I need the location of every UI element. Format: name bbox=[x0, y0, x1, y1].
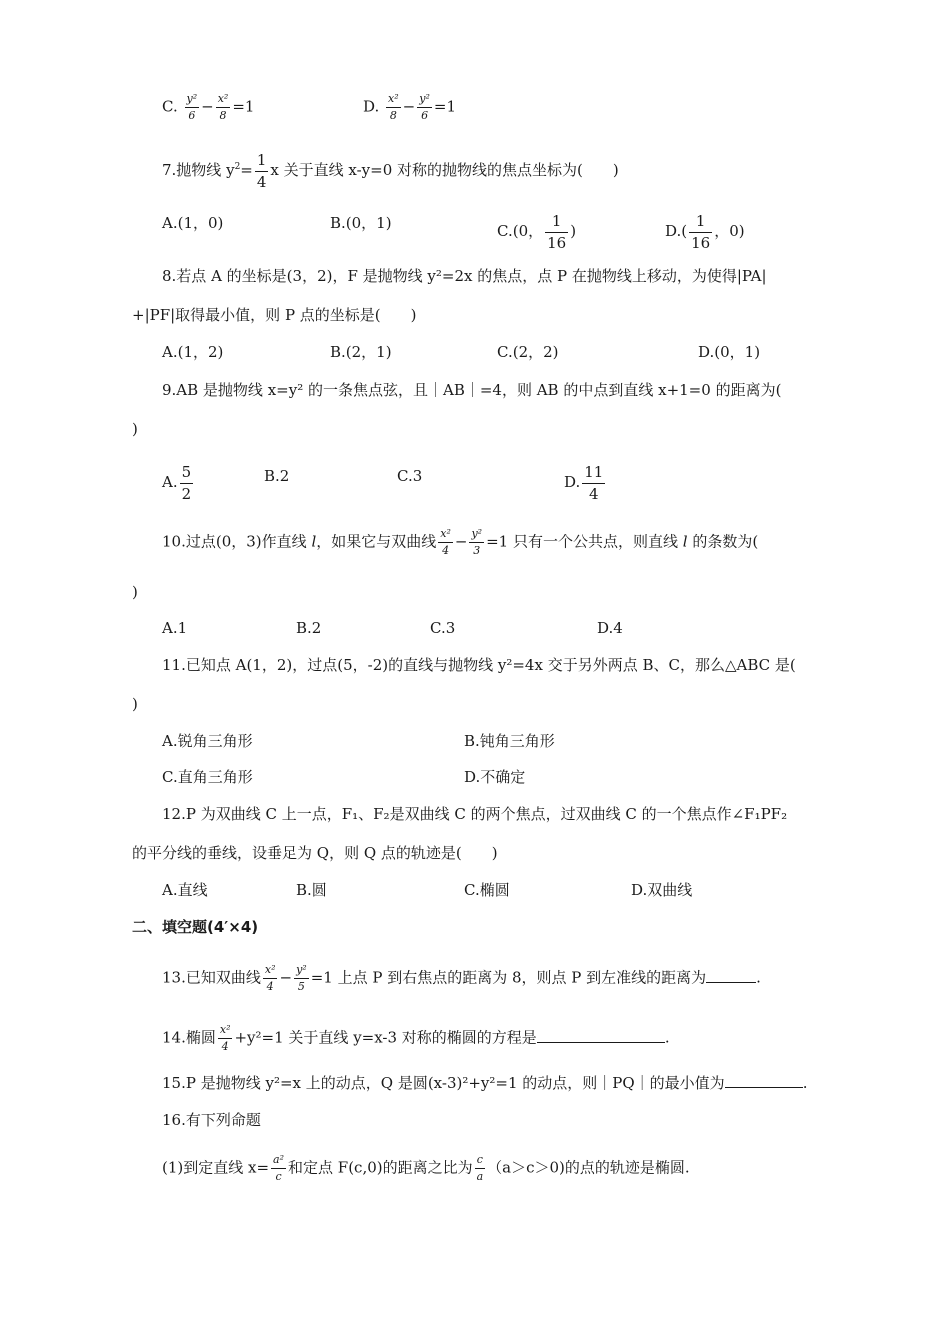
question-12-line1: 12.P 为双曲线 C 上一点，F₁、F₂是双曲线 C 的两个焦点，过双曲线 C 的一个焦点作∠F₁PF₂ bbox=[162, 805, 788, 823]
fraction bbox=[216, 93, 231, 122]
fraction bbox=[386, 93, 401, 122]
denominator: a bbox=[476, 1170, 484, 1184]
q12-option-a: A.直线 bbox=[162, 881, 208, 899]
fraction bbox=[582, 464, 605, 502]
answer-blank[interactable] bbox=[725, 1073, 803, 1088]
q9-option-d bbox=[564, 464, 607, 502]
option-text: ) bbox=[570, 222, 577, 240]
denominator: 8 bbox=[219, 109, 227, 123]
q11-option-d: D.不确定 bbox=[464, 768, 526, 786]
numerator: 1 bbox=[255, 152, 269, 172]
question-text: 15.P 是抛物线 y²=x 上的动点，Q 是圆(x-3)²+y²=1 的动点，则｜PQ｜的最小值为 bbox=[162, 1074, 725, 1092]
denominator: 2 bbox=[181, 484, 192, 503]
fraction bbox=[469, 528, 484, 557]
question-text: 14.椭圆 bbox=[162, 1028, 216, 1047]
numerator: x² bbox=[263, 964, 278, 979]
fraction bbox=[255, 152, 269, 190]
denominator: 5 bbox=[297, 980, 305, 994]
numerator: y² bbox=[294, 964, 309, 979]
fraction bbox=[185, 93, 200, 122]
question-text: 10.过点(0，3)作直线 bbox=[162, 532, 307, 551]
q11-option-c: C.直角三角形 bbox=[162, 768, 253, 786]
question-9-line2: ) bbox=[132, 420, 138, 438]
fraction bbox=[417, 93, 432, 122]
question-14 bbox=[162, 1024, 670, 1053]
numerator: 1 bbox=[689, 213, 712, 233]
denominator: 4 bbox=[589, 484, 599, 503]
q8-option-a: A.(1，2) bbox=[162, 343, 224, 361]
fraction bbox=[263, 964, 278, 993]
question-text: 的条数为( bbox=[692, 532, 759, 551]
numerator: y² bbox=[185, 93, 200, 108]
question-10-line2: ) bbox=[132, 583, 138, 601]
denominator: 4 bbox=[221, 1040, 229, 1054]
question-text: . bbox=[802, 1074, 808, 1092]
question-text: =1 只有一个公共点，则直线 bbox=[486, 532, 678, 551]
denominator: 8 bbox=[389, 109, 397, 123]
question-8-line1: 8.若点 A 的坐标是(3，2)，F 是抛物线 y²=2x 的焦点，点 P 在抛物线上移动，为使得|PA| bbox=[162, 267, 767, 285]
numerator: y² bbox=[469, 528, 484, 543]
answer-blank[interactable] bbox=[537, 1028, 665, 1043]
q8-option-b: B.(2，1) bbox=[330, 343, 392, 361]
q8-option-d: D.(0，1) bbox=[698, 343, 761, 361]
q6-option-c: C. $\frac{\text{y²}}{6}$ − $\frac{\text{x²}}{8}$ =1 bbox=[162, 92, 255, 123]
option-label: D. bbox=[363, 97, 380, 116]
q6-option-d: D. $\frac{\text{x²}}{8}$ − $\frac{\text{y²}}{6}$ =1 bbox=[363, 92, 456, 123]
fraction bbox=[545, 213, 568, 251]
question-16-item-1 bbox=[162, 1154, 690, 1183]
question-text: . bbox=[664, 1028, 670, 1047]
denominator: 3 bbox=[473, 544, 481, 558]
q10-option-b: B.2 bbox=[296, 619, 322, 637]
fraction bbox=[438, 528, 453, 557]
q7-option-d bbox=[665, 213, 745, 251]
question-7: 7.抛物线 $y^2=$ $\frac{1}{4}$ x 关于直线 x-y=0 对称的抛物线的焦点坐标为( ) bbox=[162, 151, 619, 191]
q9-option-b: B.2 bbox=[264, 467, 290, 485]
numerator: y² bbox=[417, 93, 432, 108]
question-text: 13.已知双曲线 bbox=[162, 968, 261, 987]
option-label: C. bbox=[162, 97, 178, 116]
question-text: (1)到定直线 x= bbox=[162, 1158, 270, 1177]
q12-option-b: B.圆 bbox=[296, 881, 327, 899]
question-15 bbox=[162, 1073, 807, 1093]
numerator: a² bbox=[271, 1154, 286, 1169]
question-12-line2: 的平分线的垂线，设垂足为 Q，则 Q 点的轨迹是( ) bbox=[132, 844, 498, 862]
question-text: +y²=1 关于直线 y=x-3 对称的椭圆的方程是 bbox=[234, 1028, 537, 1047]
section-heading: 二、填空题(4′×4) bbox=[132, 918, 259, 936]
question-text: ，如果它与双曲线 bbox=[316, 532, 437, 551]
q9-option-c: C.3 bbox=[397, 467, 423, 485]
denominator: 6 bbox=[188, 109, 196, 123]
question-text: =1 上点 P 到右焦点的距离为 8，则点 P 到左准线的距离为 bbox=[310, 968, 707, 987]
numerator: 11 bbox=[582, 464, 605, 484]
equation-tail: =1 bbox=[232, 97, 255, 116]
q7-option-b: B.(0，1) bbox=[330, 214, 392, 232]
question-13: 13.已知双曲线 $\frac{\text{x²}}{4}$ − $\frac{\text{y²}}{5}$ =1 上点 P 到右焦点的距离为 8，则点 P 到左准线的距离为 . bbox=[162, 963, 761, 994]
fraction bbox=[475, 1154, 486, 1183]
option-text: ，0) bbox=[714, 222, 745, 240]
numerator: x² bbox=[216, 93, 231, 108]
question-11-line1: 11.已知点 A(1，2)，过点(5，-2)的直线与抛物线 y²=4x 交于另外两点 B、C，那么△ABC 是( bbox=[162, 656, 796, 674]
question-9-line1: 9.AB 是抛物线 x=y² 的一条焦点弦，且｜AB｜=4，则 AB 的中点到直线 x+1=0 的距离为( bbox=[162, 381, 782, 399]
option-label: D. bbox=[564, 473, 581, 491]
line-symbol: l bbox=[682, 532, 688, 551]
q7-option-a: A.(1，0) bbox=[162, 214, 224, 232]
q9-option-a bbox=[162, 464, 195, 502]
fraction bbox=[294, 964, 309, 993]
fraction bbox=[271, 1154, 286, 1183]
q12-option-d: D.双曲线 bbox=[631, 881, 693, 899]
question-text: 和定点 F(c,0)的距离之比为 bbox=[288, 1158, 473, 1177]
question-16-title: 16.有下列命题 bbox=[162, 1111, 261, 1129]
q12-option-c: C.椭圆 bbox=[464, 881, 510, 899]
numerator: c bbox=[475, 1154, 486, 1169]
q11-option-a: A.锐角三角形 bbox=[162, 732, 253, 750]
question-10-line1: 10.过点(0，3)作直线 l，如果它与双曲线 $\frac{\text{x²}}{4}$ − $\frac{\text{y²}}{3}$ =1 只有一个公共点，则直线 l 的条数为( bbox=[162, 527, 759, 558]
question-text: x 关于直线 x-y=0 对称的抛物线的焦点坐标为( ) bbox=[270, 161, 619, 179]
question-11-line2: ) bbox=[132, 695, 138, 713]
question-8-line2: +|PF|取得最小值，则 P 点的坐标是( ) bbox=[132, 306, 417, 324]
numerator: 5 bbox=[180, 464, 194, 484]
question-text: . bbox=[756, 968, 761, 987]
fraction bbox=[180, 464, 194, 502]
answer-blank[interactable] bbox=[706, 968, 756, 983]
denominator: 4 bbox=[442, 544, 450, 558]
numerator: 1 bbox=[545, 213, 568, 233]
numerator: x² bbox=[438, 528, 453, 543]
denominator: c bbox=[275, 1170, 282, 1184]
q10-option-a: A.1 bbox=[162, 619, 188, 637]
line-symbol: l bbox=[311, 532, 317, 551]
q7-option-c bbox=[497, 213, 576, 251]
option-text: C.(0， bbox=[497, 222, 544, 240]
fraction bbox=[689, 213, 712, 251]
numerator: x² bbox=[218, 1024, 233, 1039]
denominator: 4 bbox=[266, 980, 274, 994]
question-text: 7.抛物线 y bbox=[162, 161, 235, 179]
numerator: x² bbox=[386, 93, 401, 108]
denominator: 4 bbox=[256, 172, 267, 191]
option-label: A. bbox=[162, 473, 178, 491]
question-text: （a＞c＞0)的点的轨迹是椭圆. bbox=[487, 1158, 690, 1177]
fraction bbox=[218, 1024, 233, 1053]
option-text: D.( bbox=[665, 222, 688, 240]
q10-option-d: D.4 bbox=[597, 619, 623, 637]
question-text: = bbox=[240, 161, 253, 179]
q11-option-b: B.钝角三角形 bbox=[464, 732, 555, 750]
q10-option-c: C.3 bbox=[430, 619, 456, 637]
denominator: 16 bbox=[691, 233, 711, 252]
q8-option-c: C.(2，2) bbox=[497, 343, 559, 361]
denominator: 6 bbox=[421, 109, 429, 123]
denominator: 16 bbox=[547, 233, 567, 252]
equation-tail: =1 bbox=[433, 97, 456, 116]
